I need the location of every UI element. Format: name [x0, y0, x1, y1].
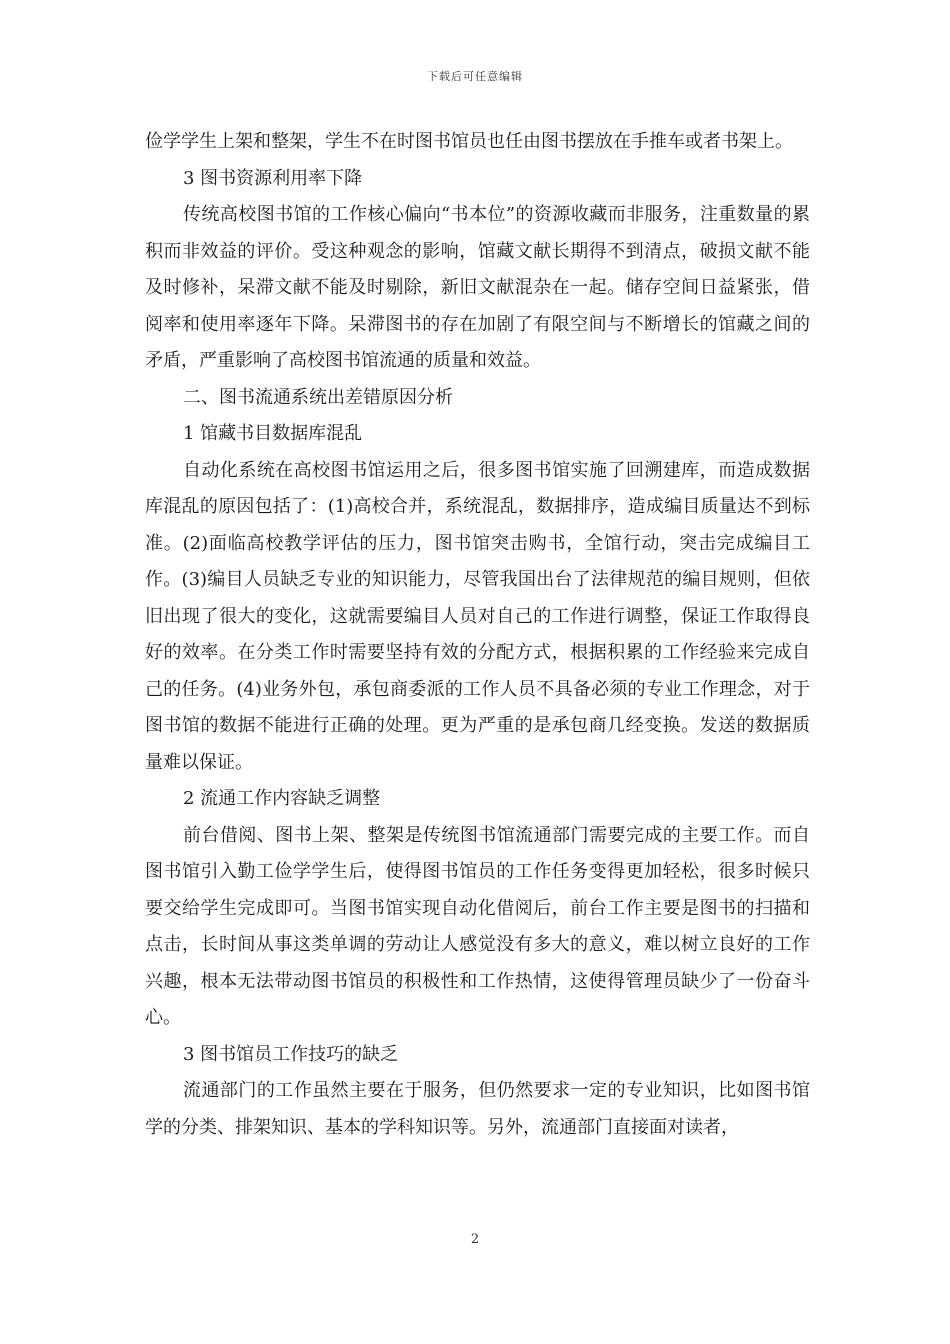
section-heading-librarian-skills: 3 图书馆员工作技巧的缺乏 [183, 1043, 399, 1065]
section-heading-work-adjustment: 2 流通工作内容缺乏调整 [183, 788, 381, 809]
paragraph-database-chaos: 自动化系统在高校图书馆运用之后，很多图书馆实施了回溯建库，而造成数据库混乱的原因包括了：(1)高校合并，系统混乱，数据排序，造成编目质量达不到标准。(2)面临高校教学评估的压力，图书馆突击购书，全馆行动，突击完成编目工作。(3)编目人员缺乏专业的知识能力，尽管我国出台了法律规范的编目规则，但依旧出现了很大的变化，这就需要编目人员对自己的工作进行调整，保证工作取得良好的效率。在分类工作时需要坚持有效的分配方式，根据积累的工作经验来完成自己的任务。(4)业务外包，承包商委派的工作人员不具备必须的专业工作理念，对于图书馆的数据不能进行正确的处理。更为严重的是承包商几经变换。发送的数据质量难以保证。 [145, 459, 810, 773]
paragraph-continued: 俭学学生上架和整架，学生不在时图书馆员也任由图书摆放在手推车或者书架上。 [145, 131, 793, 152]
paragraph-work-adjustment: 前台借阅、图书上架、整架是传统图书馆流通部门需要完成的主要工作。而自图书馆引入勤工俭学学生后，使得图书馆员的工作任务变得更加轻松，很多时候只要交给学生完成即可。当图书馆实现自动化借阅后，前台工作主要是图书的扫描和点击，长时间从事这类单调的劳动让人感觉没有多大的意义，难以树立良好的工作兴趣，根本无法带动图书馆员的积极性和工作热情，这使得管理员缺少了一份奋斗心。 [145, 824, 810, 1028]
chapter-heading-error-analysis: 二、图书流通系统出差错原因分析 [183, 386, 453, 408]
paragraph-book-centered: 传统高校图书馆的工作核心偏向“书本位”的资源收藏而非服务，注重数量的累积而非效益的评价。受这种观念的影响，馆藏文献长期得不到清点，破损文献不能及时修补，呆滞文献不能及时剔除，新旧文献混杂在一起。储存空间日益紧张，借阅率和使用率逐年下降。呆滞图书的存在加剧了有限空间与不断增长的馆藏之间的矛盾，严重影响了高校图书馆流通的质量和效益。 [145, 204, 810, 371]
section-heading-database-chaos: 1 馆藏书目数据库混乱 [183, 423, 363, 444]
page-number: 2 [470, 1232, 480, 1247]
page-header-note: 下载后可任意编辑 [427, 70, 523, 83]
document-body [145, 124, 810, 1146]
section-heading-resource-utilization: 3 图书资源利用率下降 [183, 167, 363, 189]
paragraph-librarian-skills: 流通部门的工作虽然主要在于服务，但仍然要求一定的专业知识，比如图书馆学的分类、排架知识、基本的学科知识等。另外，流通部门直接面对读者， [145, 1080, 810, 1138]
